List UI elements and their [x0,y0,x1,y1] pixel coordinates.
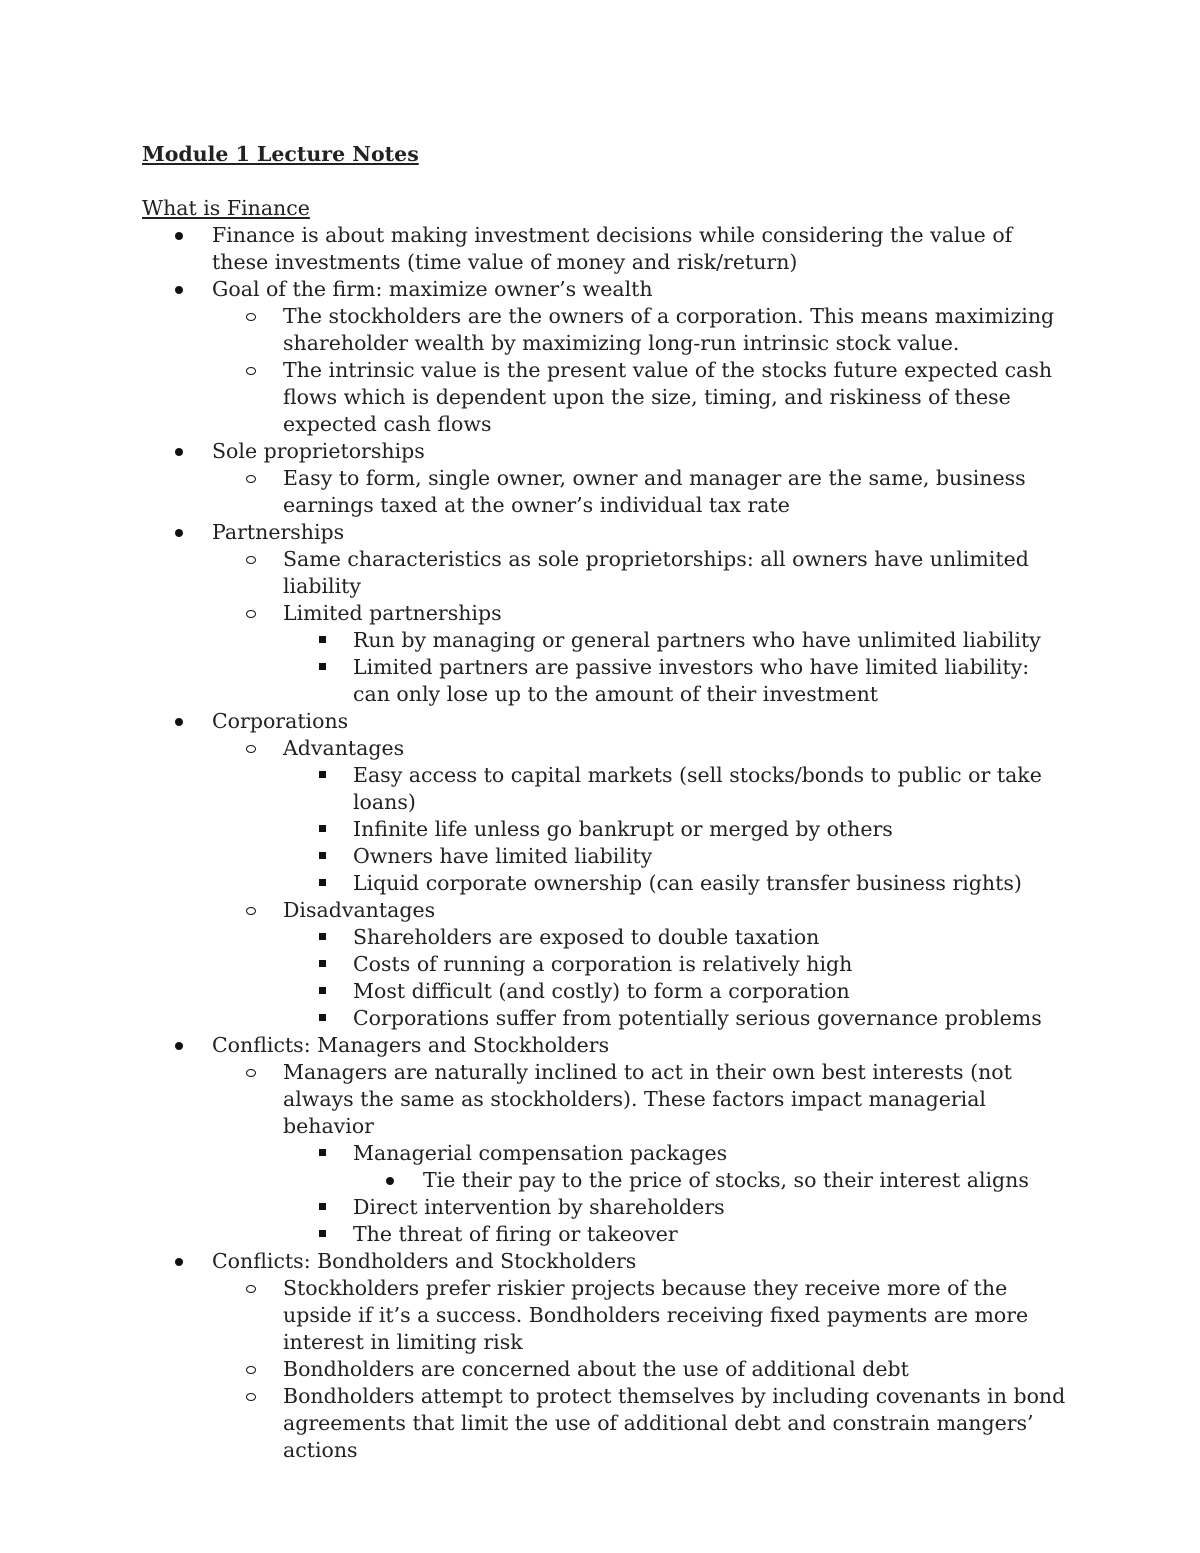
list-item-text: Easy to form, single owner, owner and manager are the same, business earnings taxed at the owner’s individual tax rate [283,466,1026,517]
list-item-level-3 [283,654,1067,708]
list-item-level-2 [212,465,1067,519]
list-item-text: The threat of firing or takeover [353,1222,678,1246]
list-item-level-1 [142,276,1067,438]
list-item-text: Sole proprietorships [212,439,425,463]
sub-list-level-2 [212,465,1067,519]
list-item-level-3 [283,627,1067,654]
list-item-level-2 [212,897,1067,1032]
list-item-text: Costs of running a corporation is relatively high [353,952,853,976]
list-item-text: Partnerships [212,520,345,544]
list-item-level-1 [142,708,1067,1032]
list-item-level-2 [212,357,1067,438]
list-item-level-3 [283,762,1067,816]
list-item-level-3 [283,843,1067,870]
list-item-level-3 [283,870,1067,897]
list-item-level-2 [212,546,1067,600]
list-item-level-2 [212,1356,1067,1383]
list-item-level-2 [212,600,1067,708]
list-item-text: Easy access to capital markets (sell stocks/bonds to public or take loans) [353,763,1042,814]
list-item-level-1 [142,1032,1067,1248]
list-item-level-3 [283,1005,1067,1032]
list-item-text: Limited partnerships [283,601,502,625]
list-item-level-3 [283,1221,1067,1248]
section-heading: What is Finance [142,196,310,220]
list-item-level-1 [142,1248,1067,1464]
sub-list-level-2 [212,735,1067,1032]
list-item-level-3 [283,816,1067,843]
list-item-level-3 [283,924,1067,951]
page-title: Module 1 Lecture Notes [142,142,419,166]
list-item-level-2 [212,303,1067,357]
list-item-text: Managers are naturally inclined to act in their own best interests (not always the same as stockholders). These factors impact managerial behavior [283,1060,1012,1138]
list-item-text: Advantages [283,736,405,760]
sub-list-level-2 [212,1275,1067,1464]
list-item-level-2 [212,735,1067,897]
list-item-text: Conflicts: Bondholders and Stockholders [212,1249,637,1273]
list-item-text: Finance is about making investment decisions while considering the value of these investments (time value of money and risk/return) [212,223,1013,274]
list-item-level-1 [142,438,1067,519]
list-item-text: Owners have limited liability [353,844,653,868]
list-item-text: Stockholders prefer riskier projects because they receive more of the upside if it’s a success. Bondholders receiving fixed payments are more interest in limiting risk [283,1276,1029,1354]
list-item-text: Limited partners are passive investors who have limited liability: can only lose up to the amount of their investment [353,655,1030,706]
list-item-text: The intrinsic value is the present value of the stocks future expected cash flows which is dependent upon the size, timing, and riskiness of these expected cash flows [283,358,1053,436]
sub-list-level-3 [283,924,1067,1032]
list-item-text: Shareholders are exposed to double taxation [353,925,820,949]
list-item-level-3 [283,951,1067,978]
sub-list-level-2 [212,546,1067,708]
list-item-level-4 [353,1167,1067,1194]
sub-list-level-4 [353,1167,1067,1194]
list-item-text: Bondholders attempt to protect themselves by including covenants in bond agreements that limit the use of additional debt and constrain mangers’ actions [283,1384,1066,1462]
list-item-level-2 [212,1059,1067,1248]
list-item-text: Same characteristics as sole proprietorships: all owners have unlimited liability [283,547,1029,598]
sub-list-level-3 [283,762,1067,897]
list-item-text: Infinite life unless go bankrupt or merged by others [353,817,893,841]
list-item-text: The stockholders are the owners of a corporation. This means maximizing shareholder wealth by maximizing long-run intrinsic stock value. [283,304,1055,355]
document-body [142,141,1067,1464]
list-item-level-2 [212,1275,1067,1356]
notes-outline [142,222,1067,1464]
list-item-text: Managerial compensation packages [353,1141,728,1165]
list-item-level-2 [212,1383,1067,1464]
list-item-text: Most difficult (and costly) to form a corporation [353,979,850,1003]
list-item-text: Run by managing or general partners who have unlimited liability [353,628,1041,652]
list-item-level-3 [283,1194,1067,1221]
list-item-level-1 [142,519,1067,708]
list-item-text: Corporations suffer from potentially serious governance problems [353,1006,1042,1030]
sub-list-level-2 [212,303,1067,438]
list-item-text: Bondholders are concerned about the use of additional debt [283,1357,909,1381]
sub-list-level-3 [283,627,1067,708]
sub-list-level-3 [283,1140,1067,1248]
list-item-text: Goal of the firm: maximize owner’s wealth [212,277,653,301]
list-item-text: Conflicts: Managers and Stockholders [212,1033,610,1057]
list-item-text: Disadvantages [283,898,436,922]
list-item-level-3 [283,1140,1067,1194]
list-item-level-3 [283,978,1067,1005]
list-item-text: Liquid corporate ownership (can easily transfer business rights) [353,871,1022,895]
sub-list-level-2 [212,1059,1067,1248]
list-item-level-1 [142,222,1067,276]
list-item-text: Tie their pay to the price of stocks, so their interest aligns [423,1168,1029,1192]
list-item-text: Corporations [212,709,349,733]
list-item-text: Direct intervention by shareholders [353,1195,725,1219]
